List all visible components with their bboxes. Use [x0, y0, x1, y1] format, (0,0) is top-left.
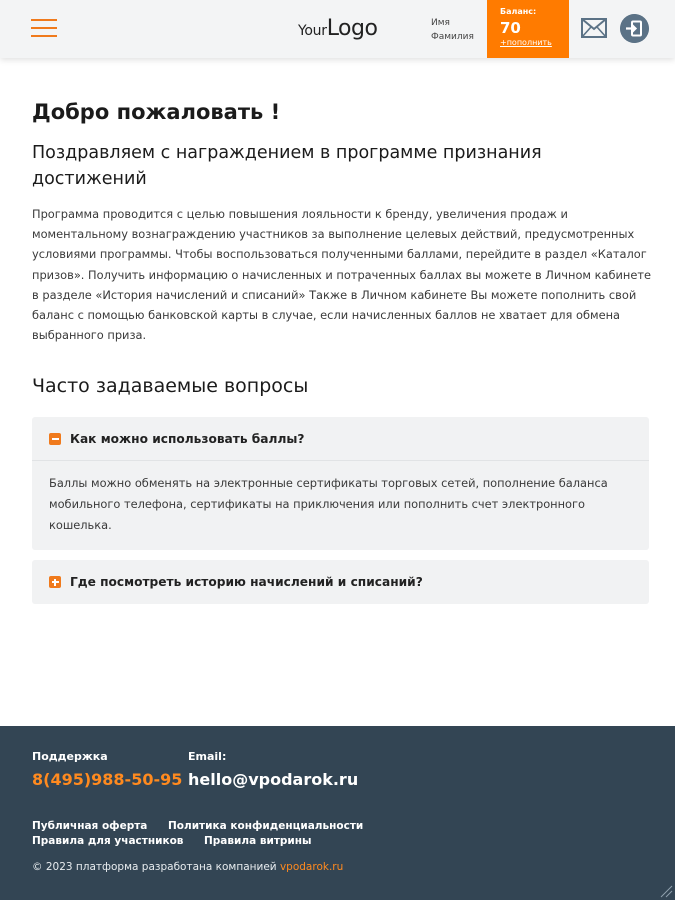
resize-handle-icon	[659, 884, 673, 898]
footer-links	[32, 819, 363, 849]
faq-question[interactable]	[32, 417, 649, 461]
faq-question[interactable]	[32, 560, 649, 604]
support-label: Поддержка	[32, 750, 108, 763]
brand-link[interactable]: vpodarok.ru	[279, 861, 344, 873]
footer-support	[32, 750, 182, 789]
email-link[interactable]: hello@vpodarok.ru	[188, 770, 359, 789]
page-title: Добро пожаловать !	[32, 100, 281, 124]
header	[0, 0, 675, 58]
footer-link-offer[interactable]: Публичная оферта	[32, 820, 148, 832]
top-up-link[interactable]: +пополнить	[500, 38, 552, 47]
page-subtitle: Поздравляем с награждением в программе признания достижений	[32, 143, 542, 189]
login-icon[interactable]	[620, 14, 649, 43]
faq-item	[32, 560, 649, 604]
balance-value: 70	[500, 19, 521, 37]
faq-item	[32, 417, 649, 550]
menu-icon[interactable]	[31, 18, 57, 38]
logo-big-text: Logo	[326, 16, 378, 41]
copyright-text: © 2023 платформа разработана компанией	[32, 861, 277, 873]
user-first-name: Имя	[431, 18, 450, 28]
user-name[interactable]	[431, 16, 474, 44]
footer-link-rules[interactable]: Правила для участников	[32, 835, 184, 847]
faq-title: Часто задаваемые вопросы	[32, 375, 309, 398]
support-phone-link[interactable]: 8(495)988-50-95	[32, 770, 183, 789]
faq-question-text: Как можно использовать баллы?	[70, 431, 305, 446]
main-content	[32, 100, 652, 614]
faq-answer: Баллы можно обменять на электронные сертификаты торговых сетей, пополнение баланса мобильного телефона, сертификаты на приключения или пополнить счет электронного кошелька.	[49, 476, 608, 533]
balance-label: Баланс:	[500, 7, 537, 16]
intro-text: Программа проводится с целью повышения лояльности к бренду, увеличения продаж и моментальному вознаграждению участников за выполнение целевых действий, предусмотренных условиями программы. Чтобы воспользоваться полученными баллами, перейдите в раздел «Каталог призов». Получить информацию о начисленных и потраченных баллах вы можете в Личном кабинете в разделе «История начислений и списаний» Также в Личном кабинете Вы можете пополнить свой баланс с помощью банковской карты в случае, если начисленных баллов не хватает для обмена выбранного приза.	[32, 207, 652, 343]
balance-box	[487, 0, 569, 58]
email-label: Email:	[188, 750, 227, 763]
copyright	[32, 861, 343, 873]
expand-icon	[49, 576, 61, 588]
collapse-icon	[49, 433, 61, 445]
faq-question-text: Где посмотреть историю начислений и списаний?	[70, 575, 423, 590]
logo-small-text: Your	[298, 23, 327, 39]
mail-icon[interactable]	[581, 18, 607, 38]
logo[interactable]	[298, 16, 377, 41]
footer-email	[188, 750, 358, 789]
footer-link-privacy[interactable]: Политика конфиденциальности	[168, 820, 364, 832]
user-last-name: Фамилия	[431, 32, 474, 42]
footer-link-showcase-rules[interactable]: Правила витрины	[204, 835, 312, 847]
footer	[0, 726, 675, 900]
